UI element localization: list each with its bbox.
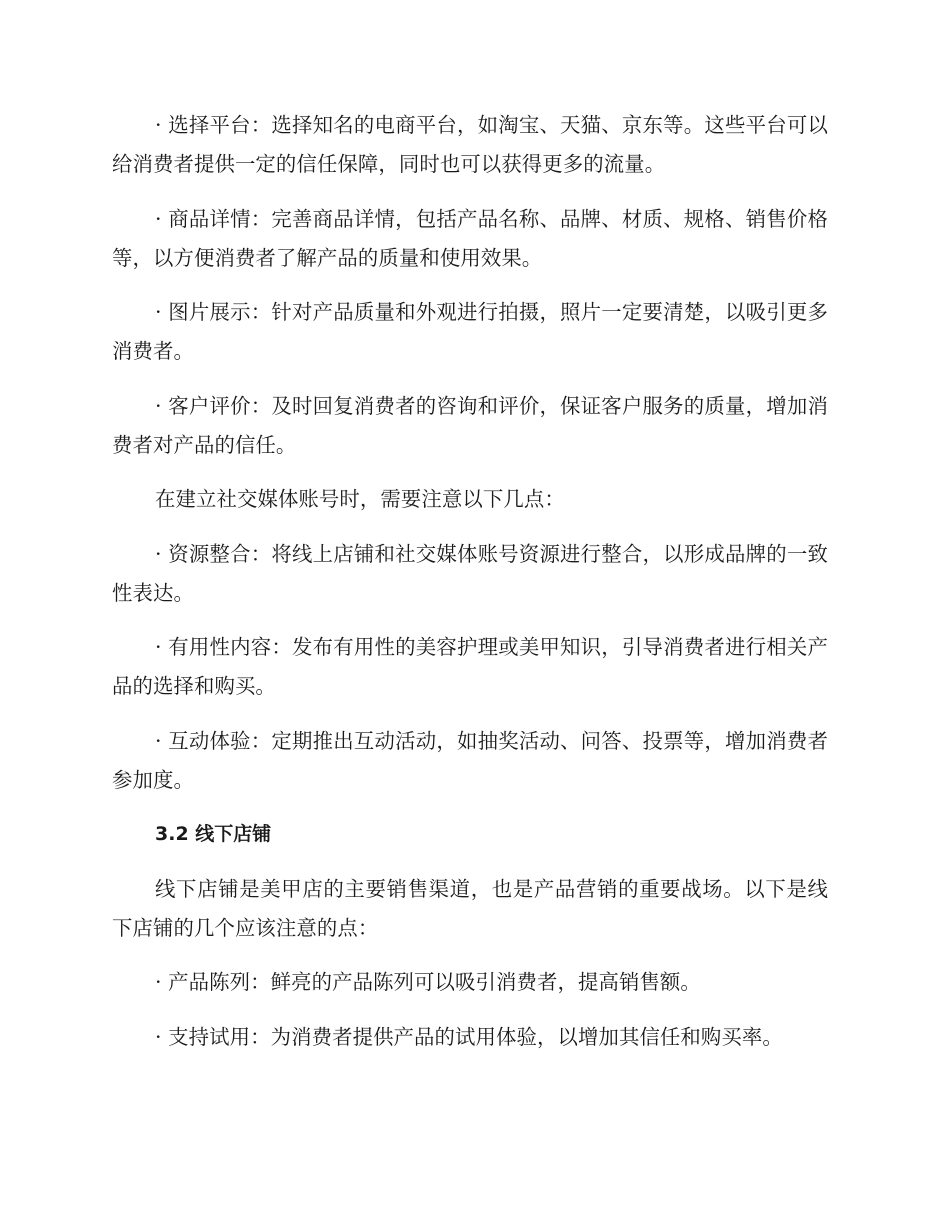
social-media-intro: 在建立社交媒体账号时，需要注意以下几点： [155,487,565,511]
bullet-customer-reviews: · 客户评价：及时回复消费者的咨询和评价，保证客户服务的质量，增加消费者对产品的信任。 [112,393,828,457]
offline-store-intro: 线下店铺是美甲店的主要销售渠道，也是产品营销的重要战场。以下是线下店铺的几个应该注意的点： [112,876,828,940]
bullet-product-details: · 商品详情：完善商品详情，包括产品名称、品牌、材质、规格、销售价格等，以方便消费者了解产品的质量和使用效果。 [112,206,828,270]
bullet-image-display: · 图片展示：针对产品质量和外观进行拍摄，照片一定要清楚，以吸引更多消费者。 [112,300,828,363]
bullet-interactive-experience: · 互动体验：定期推出互动活动，如抽奖活动、问答、投票等，增加消费者参加度。 [112,728,828,792]
bullet-product-display: · 产品陈列：鲜亮的产品陈列可以吸引消费者，提高销售额。 [155,970,701,994]
bullet-trial-support: · 支持试用：为消费者提供产品的试用体验，以增加其信任和购买率。 [155,1024,783,1049]
bullet-select-platform: · 选择平台：选择知名的电商平台，如淘宝、天猫、京东等。这些平台可以给消费者提供一定的信任保障，同时也可以获得更多的流量。 [112,113,828,176]
section-heading-offline-store: 3.2 线下店铺 [155,823,272,845]
bullet-useful-content: · 有用性内容：发布有用性的美容护理或美甲知识，引导消费者进行相关产品的选择和购买。 [112,635,828,698]
bullet-resource-integration: · 资源整合：将线上店铺和社交媒体账号资源进行整合，以形成品牌的一致性表达。 [112,541,828,605]
